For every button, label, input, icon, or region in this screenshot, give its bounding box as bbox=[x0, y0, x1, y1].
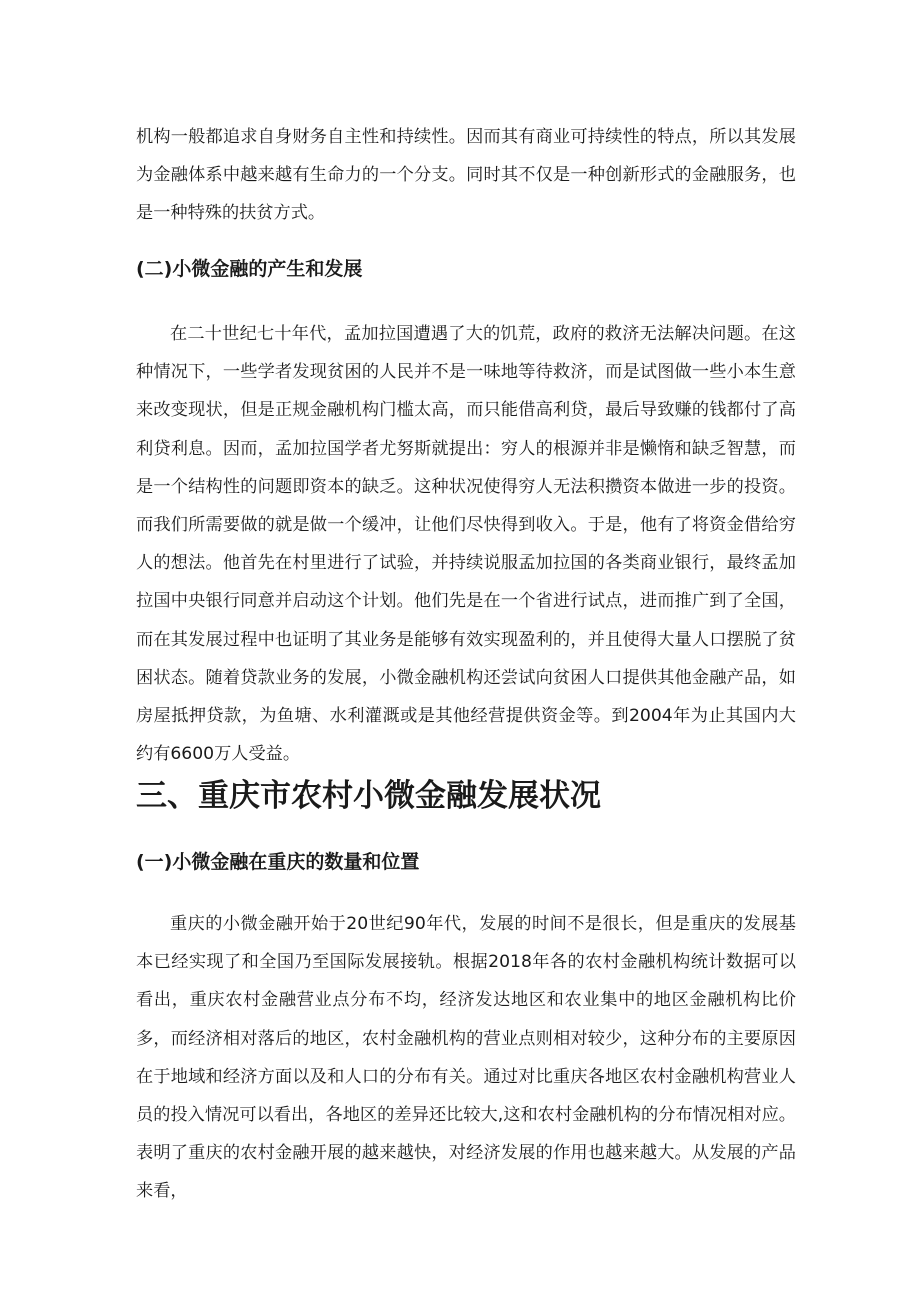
origin-paragraph: 在二十世纪七十年代，孟加拉国遭遇了大的饥荒，政府的救济无法解决问题。在这种情况下，一些学者发现贫困的人民并不是一味地等待救济，而是试图做一些小本生意来改变现状，但是正规金融机构门槛太高，而只能借高利贷，最后导致赚的钱都付了高利贷利息。因而，孟加拉国学者尤努斯就提出：穷人的根源并非是懒惰和缺乏智慧，而是一个结构性的问题即资本的缺乏。这种状况使得穷人无法积攒资本做进一步的投资。而我们所需要做的就是做一个缓冲，让他们尽快得到收入。于是，他有了将资金借给穷人的想法。他首先在村里进行了试验，并持续说服孟加拉国的各类商业银行，最终孟加拉国中央银行同意并启动这个计划。他们先是在一个省进行试点，进而推广到了全国，而在其发展过程中也证明了其业务是能够有效实现盈利的，并且使得大量人口摆脱了贫困状态。随着贷款业务的发展，小微金融机构还尝试向贫困人口提供其他金融产品，如房屋抵押贷款，为鱼塘、水利灌溉或是其他经营提供资金等。到2004年为止其国内大约有6600万人受益。 bbox=[136, 324, 796, 765]
subsection-heading-origin: (二)小微金融的产生和发展 bbox=[136, 258, 363, 280]
subsection-heading-chongqing: (一)小微金融在重庆的数量和位置 bbox=[136, 851, 420, 873]
chongqing-paragraph: 重庆的小微金融开始于20世纪90年代，发展的时间不是很长，但是重庆的发展基本已经实现了和全国乃至国际发展接轨。根据2018年各的农村金融机构统计数据可以看出，重庆农村金融营业点分布不均，经济发达地区和农业集中的地区金融机构比价多，而经济相对落后的地区，农村金融机构的营业点则相对较少，这种分布的主要原因在于地域和经济方面以及和人口的分布有关。通过对比重庆各地区农村金融机构营业人员的投入情况可以看出，各地区的差异还比较大,这和农村金融机构的分布情况相对应。表明了重庆的农村金融开展的越来越快，对经济发展的作用也越来越大。从发展的产品来看， bbox=[136, 914, 796, 1202]
intro-paragraph: 机构一般都追求自身财务自主性和持续性。因而其有商业可持续性的特点，所以其发展为金融体系中越来越有生命力的一个分支。同时其不仅是一种创新形式的金融服务，也是一种特殊的扶贫方式。 bbox=[136, 127, 796, 224]
section-heading: 三、重庆市农村小微金融发展状况 bbox=[136, 778, 601, 814]
